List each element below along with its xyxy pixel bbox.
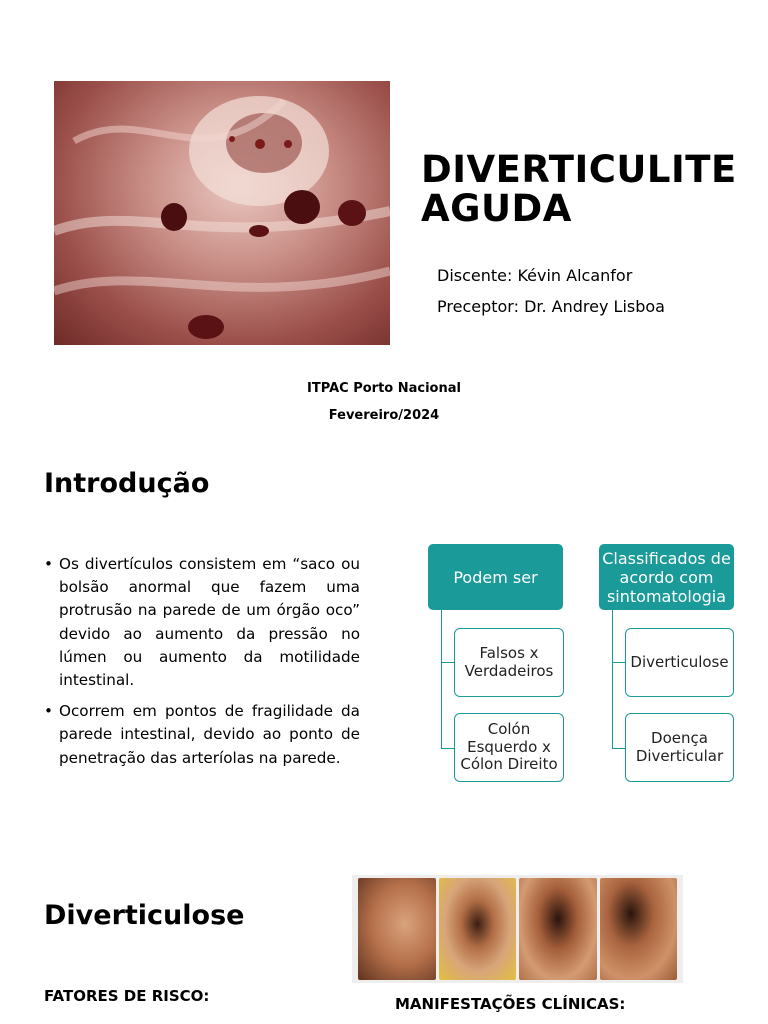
bullet-item: • Ocorrem em pontos de fragilidade da parede intestinal, devido ao ponto de penetração das arteríolas na parede. <box>44 700 360 770</box>
student-name: Discente: Kévin Alcanfor <box>437 266 633 285</box>
diagram-connector <box>441 610 442 748</box>
intro-heading: Introdução <box>44 468 210 499</box>
diagram-child-falsos-verdadeiros: Falsos x Verdadeiros <box>454 628 564 697</box>
diagram-connector <box>441 748 454 749</box>
institution: ITPAC Porto Nacional <box>307 381 461 396</box>
page-title: DIVERTICULITE AGUDA <box>421 148 737 230</box>
date: Fevereiro/2024 <box>328 408 440 423</box>
bullet-item: • Os divertículos consistem em “saco ou bolsão anormal que fazem uma protrusão na parede de um órgão oco” devido ao aumento da pressão no lúmen ou aumento da motilidade intestinal. <box>44 553 360 692</box>
diagram-head-classificados: Classificados de acordo com sintomatologia <box>599 544 734 610</box>
risk-factors-label: FATORES DE RISCO: <box>44 987 210 1005</box>
preceptor-name: Preceptor: Dr. Andrey Lisboa <box>437 297 665 316</box>
diagram-child-doenca-diverticular: Doença Diverticular <box>625 713 734 782</box>
endoscopy-image <box>358 878 436 980</box>
endoscopy-image <box>600 878 678 980</box>
colon-photo <box>54 81 390 345</box>
diagram-connector <box>441 662 454 663</box>
diverticulose-heading: Diverticulose <box>44 900 245 931</box>
diagram-connector <box>612 662 625 663</box>
endoscopy-image <box>519 878 597 980</box>
diagram-head-podem-ser: Podem ser <box>428 544 563 610</box>
diagram-child-diverticulose: Diverticulose <box>625 628 734 697</box>
diagram-connector <box>612 748 625 749</box>
endoscopy-images <box>352 875 683 983</box>
clinical-manifestations-label: MANIFESTAÇÕES CLÍNICAS: <box>395 995 626 1013</box>
colon-photo-art <box>54 81 390 345</box>
diagram-child-colon: Colón Esquerdo x Cólon Direito <box>454 713 564 782</box>
endoscopy-image <box>439 878 517 980</box>
intro-bullets <box>44 553 360 778</box>
diagram-connector <box>612 610 613 748</box>
